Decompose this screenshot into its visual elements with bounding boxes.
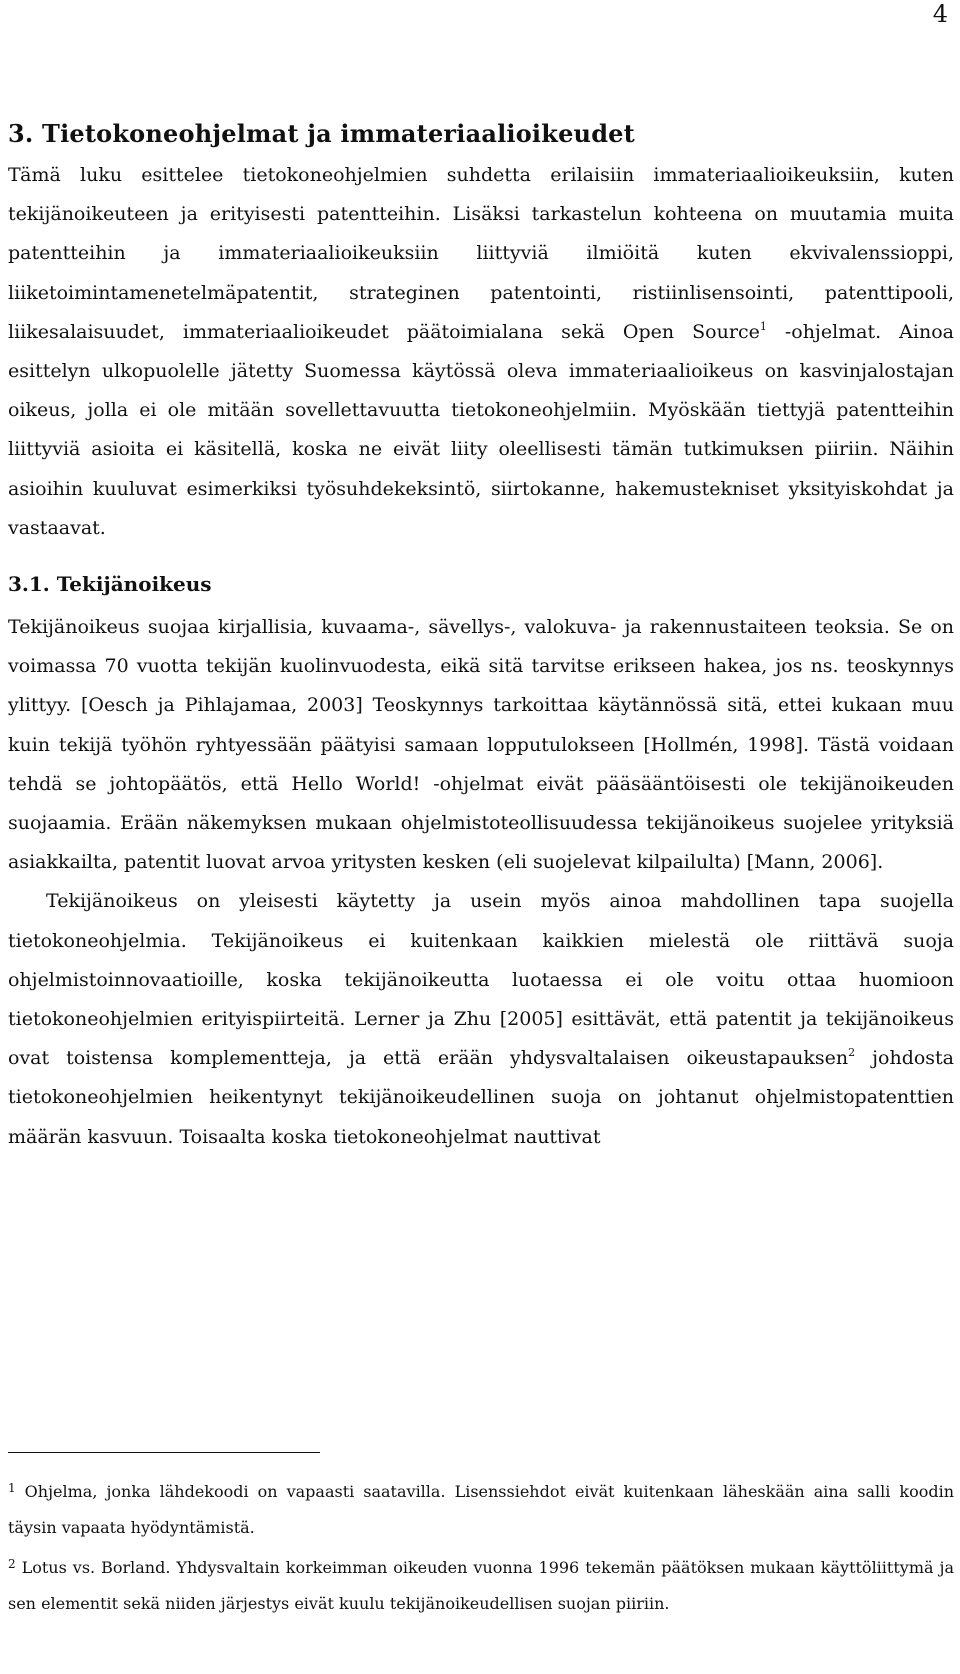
footnote-2-text: Lotus vs. Borland. Yhdysvaltain korkeimman oikeuden vuonna 1996 tekemän päätöksen mukaan käyttöliittymä ja sen elementit sekä niiden järjestys eivät kuulu tekijänoikeudellisen suojan piiriin. <box>8 1558 954 1613</box>
section-paragraph-2 <box>8 882 954 1156</box>
footnote-2-number: 2 <box>8 1557 16 1571</box>
footnote-1-text: Ohjelma, jonka lähdekoodi on vapaasti saatavilla. Lisenssiehdot eivät kuitenkaan läheskään aina salli koodin täysin vapaata hyödyntämistä. <box>8 1482 954 1537</box>
footnotes <box>8 1470 954 1622</box>
chapter-heading: 3. Tietokoneohjelmat ja immateriaalioikeudet <box>8 119 635 148</box>
section-paragraph-2-part-2: johdosta tietokoneohjelmien heikentynyt tekijänoikeudellinen suoja on johtanut ohjelmistopatenttien määrän kasvuun. Toisaalta koska tietokoneohjelmat nauttivat <box>8 1047 955 1148</box>
footnote-ref-2[interactable]: 2 <box>848 1046 856 1060</box>
footnote-divider <box>8 1452 320 1453</box>
section-paragraph-2-part-1: Tekijänoikeus on yleisesti käytetty ja usein myös ainoa mahdollinen tapa suojella tietokoneohjelmia. Tekijänoikeus ei kuitenkaan kaikkien mielestä ole riittävä suoja ohjelmistoinnovaatioille, koska tekijänoikeutta luotaessa ei ole voitu ottaa huomioon tietokoneohjelmien erityispiirteitä. Lerner ja Zhu [2005] esittävät, että patentit ja tekijänoikeus ovat toistensa komplementteja, ja että erään yhdysvaltalaisen oikeustapauksen <box>8 890 954 1070</box>
page-number: 4 <box>932 0 948 28</box>
main-content <box>8 118 954 1157</box>
footnote-ref-1[interactable]: 1 <box>759 319 767 333</box>
footnote-2 <box>8 1546 954 1622</box>
chapter-paragraph-1 <box>8 156 954 548</box>
section-paragraph-1: Tekijänoikeus suojaa kirjallisia, kuvaama-, sävellys-, valokuva- ja rakennustaiteen teoksia. Se on voimassa 70 vuotta tekijän kuolinvuodesta, eikä sitä tarvitse erikseen hakea, jos ns. teoskynnys ylittyy. [Oesch ja Pihlajamaa, 2003] Teoskynnys tarkoittaa käytännössä sitä, ettei kukaan muu kuin tekijä työhön ryhtyessään päätyisi samaan lopputulokseen [Hollmén, 1998]. Tästä voidaan tehdä se johtopäätös, että Hello World! -ohjelmat eivät pääsääntöisesti ole tekijänoikeuden suojaamia. Erään näkemyksen mukaan ohjelmistoteollisuudessa tekijänoikeus suojelee yrityksiä asiakkailta, patentit luovat arvoa yritysten kesken (eli suojelevat kilpailulta) [Mann, 2006]. <box>8 616 954 874</box>
chapter-paragraph-1-part-1: Tämä luku esittelee tietokoneohjelmien suhdetta erilaisiin immateriaalioikeuksiin, kuten tekijänoikeuteen ja erityisesti patentteihin. Lisäksi tarkastelun kohteena on muutamia muita patentteihin ja immateriaalioikeuksiin liittyviä ilmiöitä kuten ekvivalenssioppi, liiketoimintamenetelmäpatentit, strateginen patentointi, ristiinlisensointi, patenttipooli, liikesalaisuudet, immateriaalioikeudet päätoimialana sekä Open Source <box>8 164 954 343</box>
section-heading: 3.1. Tekijänoikeus <box>8 572 212 597</box>
footnote-1 <box>8 1470 954 1546</box>
chapter-paragraph-1-part-2: -ohjelmat. Ainoa esittelyn ulkopuolelle jätetty Suomessa käytössä oleva immateriaalioikeus on kasvinjalostajan oikeus, jolla ei ole mitään sovellettavuutta tietokoneohjelmiin. Myöskään tiettyjä patentteihin liittyviä asioita ei käsitellä, koska ne eivät liity oleellisesti tämän tutkimuksen piiriin. Näihin asioihin kuuluvat esimerkiksi työsuhdekeksintö, siirtokanne, hakemustekniset yksityiskohdat ja vastaavat. <box>8 320 954 539</box>
footnote-1-number: 1 <box>8 1481 16 1495</box>
